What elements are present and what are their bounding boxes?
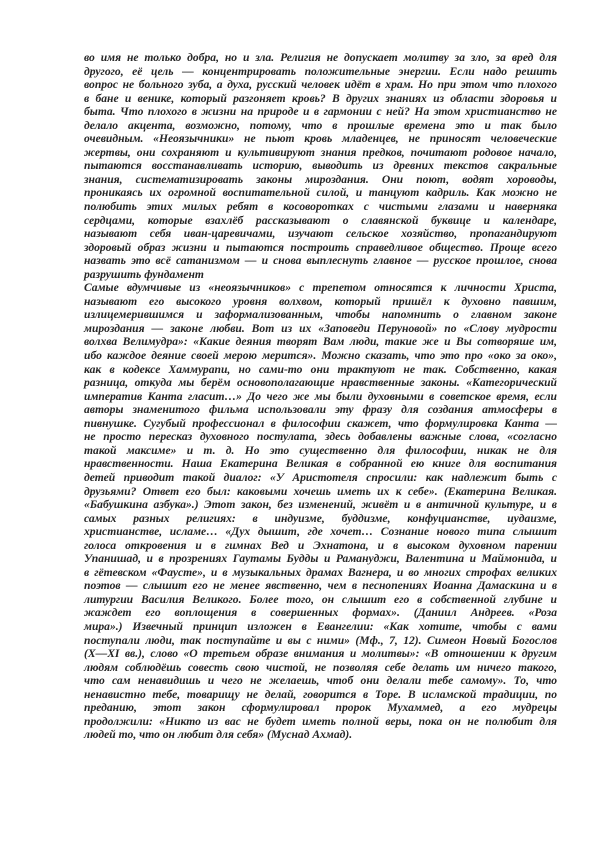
text-line: пивнушке. Сугубый профессионал в философии скажет, что формулировка Канта — xyxy=(84,416,557,430)
text-line: императив Канта гласит…» До чего же мы были духовными в советское время, если xyxy=(84,389,557,403)
text-line: ненавистно тебе, товарищу не делай, говорится в Торе. В исламской традиции, по xyxy=(84,687,557,701)
text-line: литургии Василия Великого. Более того, он слышит его в собственной глубине и xyxy=(84,592,557,606)
text-line: людей то, что он любит для себя» (Муснад Ахмад). xyxy=(84,728,353,742)
document-page xyxy=(84,51,557,742)
text-line: называют себя иван-царевичами, изучают сельское хозяйство, пропагандируют xyxy=(84,227,557,241)
text-line: мира».) Извечный принцип изложен в Евангелии: «Как хотите, чтобы с вами xyxy=(84,619,557,633)
text-line: нравственности. Наша Екатерина Великая в собранной ею книге для воспитания xyxy=(84,457,557,471)
text-line: самых разных религиях: в индуизме, буддизме, конфуцианстве, иудаизме, xyxy=(84,511,557,525)
text-line: что сам ненавидишь и чего не желаешь, чтоб они делали тебе самому». То, что xyxy=(84,674,557,688)
text-line: преданию, этот закон сформулировал пророк Мухаммед, а его мудрецы xyxy=(84,701,557,715)
text-line: такой максиме» и т. д. Но это существенно для философии, никак не для xyxy=(84,443,557,457)
text-line: здоровый образ жизни и пытаются построить справедливое общество. Проще всего xyxy=(84,240,557,254)
text-line: в гётевском «Фаусте», и в музыкальных драмах Вагнера, и во многих строфах великих xyxy=(84,565,557,579)
text-line: вопрос не больного зуба, а духа, русский человек идёт в храм. Но при этом что плохого xyxy=(84,78,557,92)
text-line: друзьями? Ответ его был: каковыми хочешь иметь их к себе». (Екатерина Великая. xyxy=(84,484,557,498)
text-line: как в кодексе Хаммурапи, но сами-то они трактуют не так. Собственно, какая xyxy=(84,362,557,376)
text-line: разница, откуда мы берём основополагающие нравственные законы. «Категорический xyxy=(84,376,557,390)
text-line: волхва Велимудра»: «Какие деяния творят Вам люди, такие же и Вы сотворяше им, xyxy=(84,335,557,349)
text-line: жаждет его воплощения в совершенных формах». (Даниил Андреев. «Роза xyxy=(84,606,557,620)
text-line: быта. Что плохого в жизни на природе и в гармонии с ней? На этом христианство не xyxy=(84,105,557,119)
text-line: людям соблюдёшь совесть свою чистой, не позволяя себе делать им ничего такого, xyxy=(84,660,557,674)
text-line: полюбить этих милых ребят в косоворотках с чистыми глазами и наверняка xyxy=(84,200,557,214)
text-line: знания, систематизировать законы мироздания. Они поют, водят хороводы, xyxy=(84,172,557,186)
text-line: «Бабушкина азбука».) Этот закон, без изменений, живёт и в античной культуре, и в xyxy=(84,498,557,512)
text-line: называют его высокого уровня волхвом, который пришёл к духовно павшим, xyxy=(84,294,557,308)
text-line: сердцами, которые взахлёб рассказывают о славянской буквице и календаре, xyxy=(84,213,557,227)
text-line: пытаются восстанавливать историю, выводить из древних текстов сакральные xyxy=(84,159,557,173)
text-line: делало акцента, возможно, потому, что в прошлые времена это и так было xyxy=(84,118,557,132)
text-line: разрушить фундамент xyxy=(84,267,204,281)
text-line: голоса откровения и в гимнах Вед и Эхнатона, и в высоком духовном парении xyxy=(84,538,557,552)
text-line: не просто пересказ духовного постулата, здесь добавлены важные слова, «согласно xyxy=(84,430,557,444)
text-line: очевидным. «Неоязычники» не пьют кровь младенцев, не приносят человеческие xyxy=(84,132,557,146)
text-line: Упанишад, и в прозрениях Гаутамы Будды и Рамануджи, Валентина и Маймонида, и xyxy=(84,552,557,566)
text-line: (X—XI вв.), слово «О третьем образе внимания и молитвы»: «В отношении к другим xyxy=(84,647,557,661)
text-line: детей приводит такой диалог: «У Аристотеля спросили: как надлежит быть с xyxy=(84,470,557,484)
text-line: проникаясь их огромной воспитательной силой, и танцуют кадриль. Как можно не xyxy=(84,186,557,200)
text-line: ибо каждое деяние своей мерою мерится». Можно сказать, что это про «око за око», xyxy=(84,349,557,363)
text-line: Самые вдумчивые из «неоязычников» с трепетом относятся к личности Христа, xyxy=(84,281,557,295)
text-line: мироздания — законе любви. Вот из их «Заповеди Перуновой» по «Слову мудрости xyxy=(84,321,557,335)
text-line: поступали люди, так поступайте и вы с ними» (Мф., 7, 12). Симеон Новый Богослов xyxy=(84,633,557,647)
text-line: христианстве, исламе… «Дух дышит, где хочет… Сознание нового типа слышит xyxy=(84,525,557,539)
text-line: поэтов — слышит его не менее явственно, чем в песнопениях Иоанна Дамаскина и в xyxy=(84,579,557,593)
text-line: назвать это всё сатанизмом — и снова выплеснуть главное — русское прошлое, снова xyxy=(84,254,557,268)
text-line: во имя не только добра, но и зла. Религия не допускает молитву за зло, за вред для xyxy=(84,51,557,64)
text-line: продолжили: «Никто из вас не будет иметь полной веры, пока он не полюбит для xyxy=(84,714,557,728)
text-line: другого, её цель — концентрировать положительные энергии. Если надо решить xyxy=(84,64,557,78)
text-line: излицемерившимся и заформализованным, чтобы напомнить о главном законе xyxy=(84,308,557,322)
text-line: в бане и венике, который разгоняет кровь? В других знаниях из области здоровья и xyxy=(84,91,557,105)
text-line: авторы знаменитого фильма использовали эту фразу для создания атмосферы в xyxy=(84,403,557,417)
text-line: жертвы, они сохраняют и культивируют знания предков, почитают родовое начало, xyxy=(84,145,557,159)
